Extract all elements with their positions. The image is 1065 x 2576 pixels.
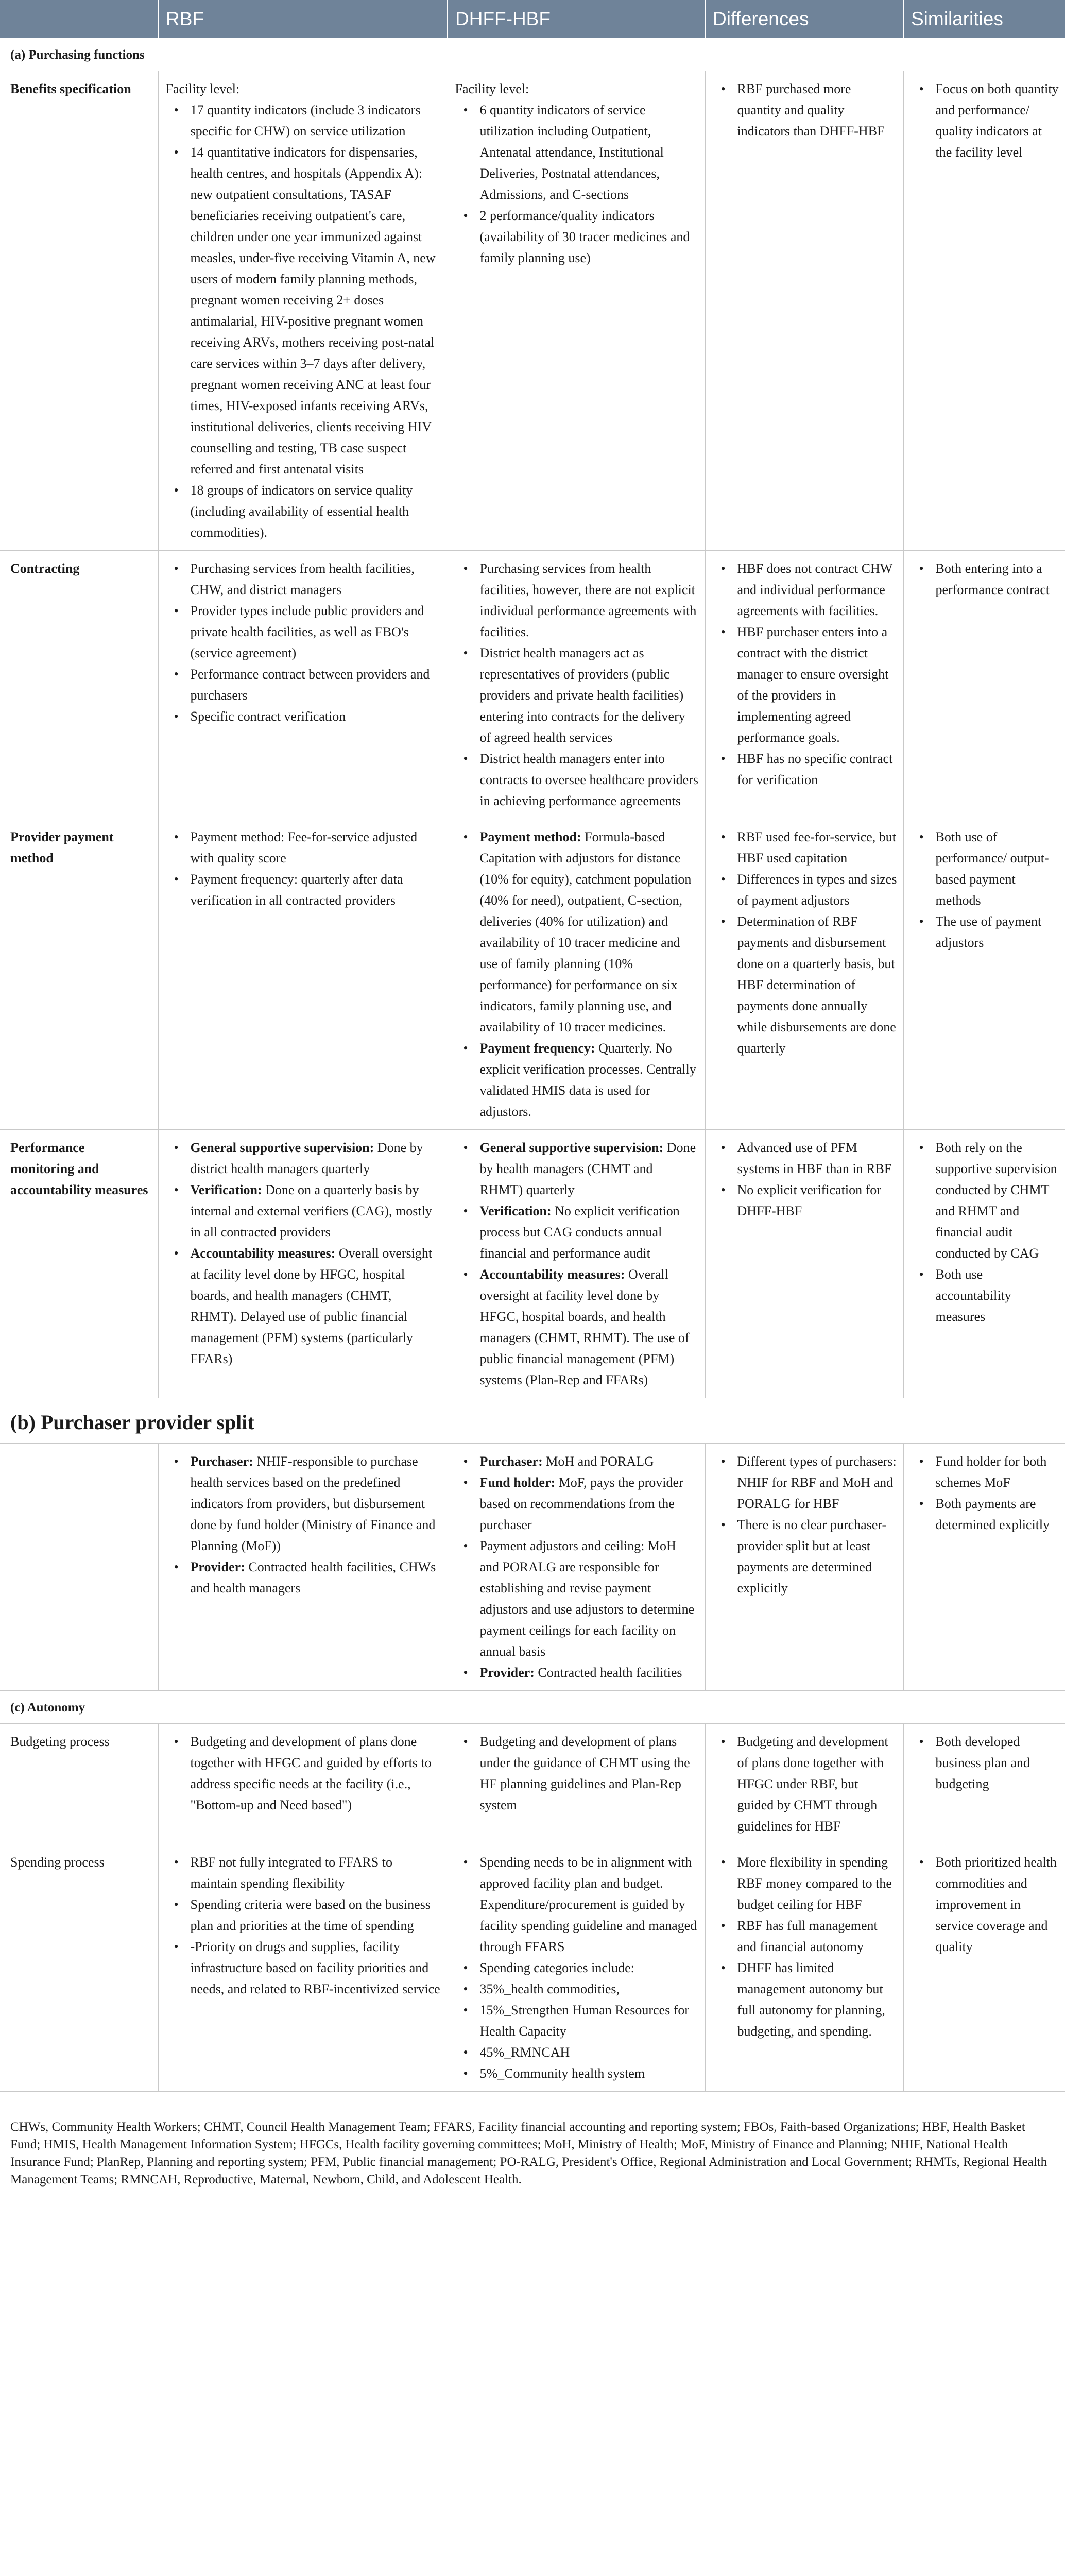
bullet-list — [166, 1731, 441, 1816]
list-item: • Focus on both quantity and performance/ quality indicators at the facility level — [936, 78, 1059, 163]
list-item: • HBF purchaser enters into a contract with the district manager to ensure oversight of the providers in implementing agreed performance goals. — [737, 621, 897, 748]
cell-similarities — [903, 819, 1065, 1130]
cell-similarities — [903, 1844, 1065, 2092]
cell-differences — [705, 1444, 903, 1691]
list-item: • Payment method: Fee-for-service adjusted with quality score — [191, 826, 441, 869]
list-item: • 2 performance/quality indicators (availability of 30 tracer medicines and family planning use) — [480, 205, 699, 268]
table-footnote: CHWs, Community Health Workers; CHMT, Council Health Management Team; FFARS, Facility financial accounting and reporting system; FBOs, Faith-based Organizations; HBF, Health Basket Fund; HMIS, Health Management Information System; HFGCs, Health facility governing committees; MoH, Ministry of Health; MoF, Ministry of Finance and Planning; NHIF, National Health Insurance Fund; PlanRep, Planning and reporting system; PFM, Public financial management; PO-RALG, President's Office, Regional Administration and Local Government; RHMTs, Regional Health Management Teams; RMNCAH, Reproductive, Maternal, Newborn, Child, and Adolescent Health. — [10, 2120, 1047, 2187]
item-text: Overall oversight at facility level done by HFGC, hospital boards, and health managers (CHMT, RHMT). Delayed use of public financial management (PFM) systems (particularly FFARs) — [190, 1246, 433, 1366]
list-item: • Payment adjustors and ceiling: MoH and PORALG are responsible for establishing and revise payment adjustors and use adjustors to determine payment ceilings for each facility on annual basis — [480, 1535, 699, 1662]
list-item — [191, 1137, 441, 1179]
item-text: No explicit verification process but CAG conducts annual financial and performance audit — [479, 1204, 680, 1261]
cell-similarities — [903, 71, 1065, 551]
item-label: Purchaser: — [190, 1454, 253, 1469]
bullet-list — [713, 826, 897, 1059]
cell-intro: Facility level: — [455, 81, 529, 96]
header-differences: Differences — [705, 0, 903, 38]
bullet-list — [455, 1137, 699, 1391]
cell-dhff — [448, 1724, 705, 1844]
list-item — [480, 1451, 699, 1472]
list-item — [480, 1137, 699, 1200]
bullet-list — [713, 1852, 897, 2042]
list-item: • HBF has no specific contract for verification — [737, 748, 897, 790]
table-row-benefits — [0, 71, 1065, 551]
bullet-list — [713, 1137, 897, 1222]
list-item — [480, 1264, 699, 1391]
list-item: • District health managers enter into contracts to oversee healthcare providers in achieving performance agreements — [480, 748, 699, 811]
bullet-list — [713, 558, 897, 790]
cell-dhff — [448, 1444, 705, 1691]
row-label: Benefits specification — [0, 71, 158, 551]
list-item: • Both prioritized health commodities and improvement in service coverage and quality — [936, 1852, 1059, 1957]
list-item: • RBF used fee-for-service, but HBF used capitation — [737, 826, 897, 869]
list-item: • 14 quantitative indicators for dispensaries, health centres, and hospitals (Appendix A): new outpatient consultations, TASAF beneficiaries receiving outpatient's care, children under one year immunized against measles, under-five receiving Vitamin A, new users of modern family planning methods, pregnant women receiving 2+ doses antimalarial, HIV-positive pregnant women receiving ARVs, mothers receiving post-natal care services within 3–7 days after delivery, pregnant women receiving ANC at least four times, HIV-exposed infants receiving ARVs, institutional deliveries, clients receiving HIV counselling and testing, TB case suspect referred and first antenatal visits — [191, 142, 441, 480]
list-item: • Spending needs to be in alignment with approved facility plan and budget. Expenditure/procurement is guided by facility spending guideline and managed through FFARS — [480, 1852, 699, 1957]
list-item: • Advanced use of PFM systems in HBF than in RBF — [737, 1137, 897, 1179]
list-item: • Payment frequency: quarterly after data verification in all contracted providers — [191, 869, 441, 911]
cell-differences — [705, 1130, 903, 1398]
bullet-list — [713, 1451, 897, 1599]
item-label: General supportive supervision: — [479, 1140, 664, 1155]
table-row-spending — [0, 1844, 1065, 2092]
item-label: Purchaser: — [479, 1454, 543, 1469]
item-text: Done by health managers (CHMT and RHMT) quarterly — [479, 1140, 696, 1197]
list-item: • District health managers act as representatives of providers (public providers and private health facilities) entering into contracts for the delivery of agreed health services — [480, 642, 699, 748]
item-text: Quarterly. No explicit verification processes. Centrally validated HMIS data is used for adjustors. — [479, 1041, 696, 1119]
item-text: Contracted health facilities — [534, 1665, 682, 1680]
list-item: • 6 quantity indicators of service utilization including Outpatient, Antenatal attendance, Institutional Deliveries, Postnatal attendances, Admissions, and C-sections — [480, 99, 699, 205]
list-item: • Performance contract between providers and purchasers — [191, 664, 441, 706]
list-item: • 18 groups of indicators on service quality (including availability of essential health commodities). — [191, 480, 441, 543]
bullet-list — [455, 99, 699, 268]
section-title: (a) Purchasing functions — [0, 38, 1065, 71]
cell-dhff — [448, 819, 705, 1130]
list-item: • RBF not fully integrated to FFARS to maintain spending flexibility — [191, 1852, 441, 1894]
cell-rbf — [158, 1130, 448, 1398]
cell-differences — [705, 1724, 903, 1844]
item-text: Done on a quarterly basis by internal and external verifiers (CAG), mostly in all contracted providers — [190, 1182, 432, 1240]
bullet-list — [455, 1731, 699, 1816]
header-similarities: Similarities — [903, 0, 1065, 38]
bullet-list — [455, 826, 699, 1122]
table-row-payment — [0, 819, 1065, 1130]
bullet-list — [911, 558, 1059, 600]
list-item: • Both rely on the supportive supervision conducted by CHMT and RHMT and financial audit conducted by CAG — [936, 1137, 1059, 1264]
list-item: • No explicit verification for DHFF-HBF — [737, 1179, 897, 1222]
item-text: NHIF-responsible to purchase health services based on the predefined indicators from providers, but disbursement done by fund holder (Ministry of Finance and Planning (MoF)) — [190, 1454, 436, 1553]
bullet-list — [166, 1852, 441, 1999]
table-row-contracting — [0, 551, 1065, 819]
item-text: MoH and PORALG — [542, 1454, 654, 1469]
cell-similarities — [903, 1444, 1065, 1691]
bullet-list — [455, 1852, 699, 2084]
section-autonomy — [0, 1691, 1065, 1724]
cell-differences — [705, 551, 903, 819]
cell-differences — [705, 1844, 903, 2092]
section-title: (b) Purchaser provider split — [0, 1398, 1065, 1444]
bullet-list — [713, 1731, 897, 1837]
list-item: • Budgeting and development of plans done together with HFGC under RBF, but guided by CHMT through guidelines for HBF — [737, 1731, 897, 1837]
table-header-row — [0, 0, 1065, 38]
list-item — [480, 1200, 699, 1264]
item-text: Done by district health managers quarterly — [190, 1140, 423, 1176]
table-row-budgeting — [0, 1724, 1065, 1844]
list-item: • Purchasing services from health facilities, however, there are not explicit individual performance agreements with facilities. — [480, 558, 699, 642]
cell-similarities — [903, 1724, 1065, 1844]
list-item: • Differences in types and sizes of payment adjustors — [737, 869, 897, 911]
list-item — [480, 1472, 699, 1535]
list-item: • Both developed business plan and budgeting — [936, 1731, 1059, 1794]
table-row-split — [0, 1444, 1065, 1691]
cell-dhff — [448, 1130, 705, 1398]
row-label: Budgeting process — [0, 1724, 158, 1844]
item-label: Accountability measures: — [190, 1246, 336, 1261]
list-item: • Specific contract verification — [191, 706, 441, 727]
list-item: • -Priority on drugs and supplies, facility infrastructure based on facility priorities and needs, and related to RBF-incentivized service — [191, 1936, 441, 1999]
cell-dhff — [448, 71, 705, 551]
cell-rbf — [158, 819, 448, 1130]
list-item: • 17 quantity indicators (include 3 indicators specific for CHW) on service utilization — [191, 99, 441, 142]
cell-dhff — [448, 551, 705, 819]
list-item: • 45%_RMNCAH — [480, 2042, 699, 2063]
header-dhff-hbf: DHFF-HBF — [448, 0, 705, 38]
list-item: • 5%_Community health system — [480, 2063, 699, 2084]
cell-rbf — [158, 551, 448, 819]
cell-similarities — [903, 1130, 1065, 1398]
list-item: • Budgeting and development of plans under the guidance of CHMT using the HF planning guidelines and Plan-Rep system — [480, 1731, 699, 1816]
list-item: • There is no clear purchaser-provider split but at least payments are determined explicitly — [737, 1514, 897, 1599]
list-item: • Budgeting and development of plans done together with HFGC and guided by efforts to address specific needs at the facility (i.e., "Bottom-up and Need based") — [191, 1731, 441, 1816]
list-item: • RBF purchased more quantity and quality indicators than DHFF-HBF — [737, 78, 897, 142]
item-text: Overall oversight at facility level done by HFGC, hospital boards, and health managers (CHMT, RHMT). The use of public financial management (PFM) systems (Plan-Rep and FFARs) — [479, 1267, 690, 1387]
bullet-list — [455, 1451, 699, 1683]
list-item: • Determination of RBF payments and disbursement done on a quarterly basis, but HBF determination of payments done annually while disbursements are done quarterly — [737, 911, 897, 1059]
item-label: Payment method: — [479, 829, 581, 844]
cell-differences — [705, 819, 903, 1130]
list-item: • Fund holder for both schemes MoF — [936, 1451, 1059, 1493]
item-label: Payment frequency: — [479, 1041, 595, 1056]
list-item: • Spending criteria were based on the business plan and priorities at the time of spending — [191, 1894, 441, 1936]
list-item: • Different types of purchasers: NHIF for RBF and MoH and PORALG for HBF — [737, 1451, 897, 1514]
row-label: Spending process — [0, 1844, 158, 2092]
cell-intro: Facility level: — [165, 81, 240, 96]
bullet-list — [166, 1137, 441, 1369]
item-text: MoF, pays the provider based on recommendations from the purchaser — [479, 1475, 683, 1532]
row-label: Provider payment method — [0, 819, 158, 1130]
bullet-list — [911, 1731, 1059, 1794]
bullet-list — [713, 78, 897, 142]
cell-rbf — [158, 71, 448, 551]
item-label: Verification: — [190, 1182, 262, 1197]
list-item — [480, 826, 699, 1038]
bullet-list — [166, 1451, 441, 1599]
list-item: • Both use accountability measures — [936, 1264, 1059, 1327]
list-item — [191, 1451, 441, 1556]
row-label-empty — [0, 1444, 158, 1691]
bullet-list — [911, 1137, 1059, 1327]
list-item: • The use of payment adjustors — [936, 911, 1059, 953]
list-item: • RBF has full management and financial autonomy — [737, 1915, 897, 1957]
cell-rbf — [158, 1724, 448, 1844]
item-text: Contracted health facilities, CHWs and health managers — [190, 1560, 436, 1596]
bullet-list — [911, 1852, 1059, 1957]
bullet-list — [911, 78, 1059, 163]
item-label: Fund holder: — [479, 1475, 556, 1490]
list-item: • More flexibility in spending RBF money compared to the budget ceiling for HBF — [737, 1852, 897, 1915]
cell-similarities — [903, 551, 1065, 819]
list-item: • HBF does not contract CHW and individual performance agreements with facilities. — [737, 558, 897, 621]
section-title: (c) Autonomy — [0, 1691, 1065, 1724]
row-label: Performance monitoring and accountability measures — [0, 1130, 158, 1398]
item-text: Formula-based Capitation with adjustors for distance (10% for equity), catchment population (40% for need), outpatient, C-section, deliveries (40% for utilization) and availability of 10 tracer medicine and use of family planning (10% performance) for performance on six indicators, family planning use, and availability of 10 tracer medicines. — [479, 829, 692, 1035]
cell-rbf — [158, 1844, 448, 2092]
item-label: Provider: — [479, 1665, 535, 1680]
bullet-list — [166, 826, 441, 911]
header-empty — [0, 0, 158, 38]
cell-differences — [705, 71, 903, 551]
list-item: • Both use of performance/ output-based payment methods — [936, 826, 1059, 911]
bullet-list — [911, 826, 1059, 953]
section-purchasing-functions — [0, 38, 1065, 71]
list-item: • Purchasing services from health facilities, CHW, and district managers — [191, 558, 441, 600]
list-item — [480, 1662, 699, 1683]
bullet-list — [166, 558, 441, 727]
row-label: Contracting — [0, 551, 158, 819]
item-label: Provider: — [190, 1560, 245, 1574]
list-item: • DHFF has limited management autonomy but full autonomy for planning, budgeting, and spending. — [737, 1957, 897, 2042]
list-item: • Spending categories include: — [480, 1957, 699, 1978]
cell-dhff — [448, 1844, 705, 2092]
list-item — [191, 1179, 441, 1243]
list-item: • Both entering into a performance contract — [936, 558, 1059, 600]
list-item: • 15%_Strengthen Human Resources for Health Capacity — [480, 1999, 699, 2042]
list-item: • Provider types include public providers and private health facilities, as well as FBO's (service agreement) — [191, 600, 441, 664]
item-label: Verification: — [479, 1204, 552, 1218]
list-item — [191, 1556, 441, 1599]
list-item: • Both payments are determined explicitly — [936, 1493, 1059, 1535]
header-rbf: RBF — [158, 0, 448, 38]
cell-rbf — [158, 1444, 448, 1691]
list-item — [480, 1038, 699, 1122]
list-item: • 35%_health commodities, — [480, 1978, 699, 1999]
section-purchaser-provider-split — [0, 1398, 1065, 1444]
list-item — [191, 1243, 441, 1369]
table-row-monitoring — [0, 1130, 1065, 1398]
item-label: Accountability measures: — [479, 1267, 625, 1282]
bullet-list — [911, 1451, 1059, 1535]
bullet-list — [455, 558, 699, 811]
item-label: General supportive supervision: — [190, 1140, 374, 1155]
bullet-list — [166, 99, 441, 543]
